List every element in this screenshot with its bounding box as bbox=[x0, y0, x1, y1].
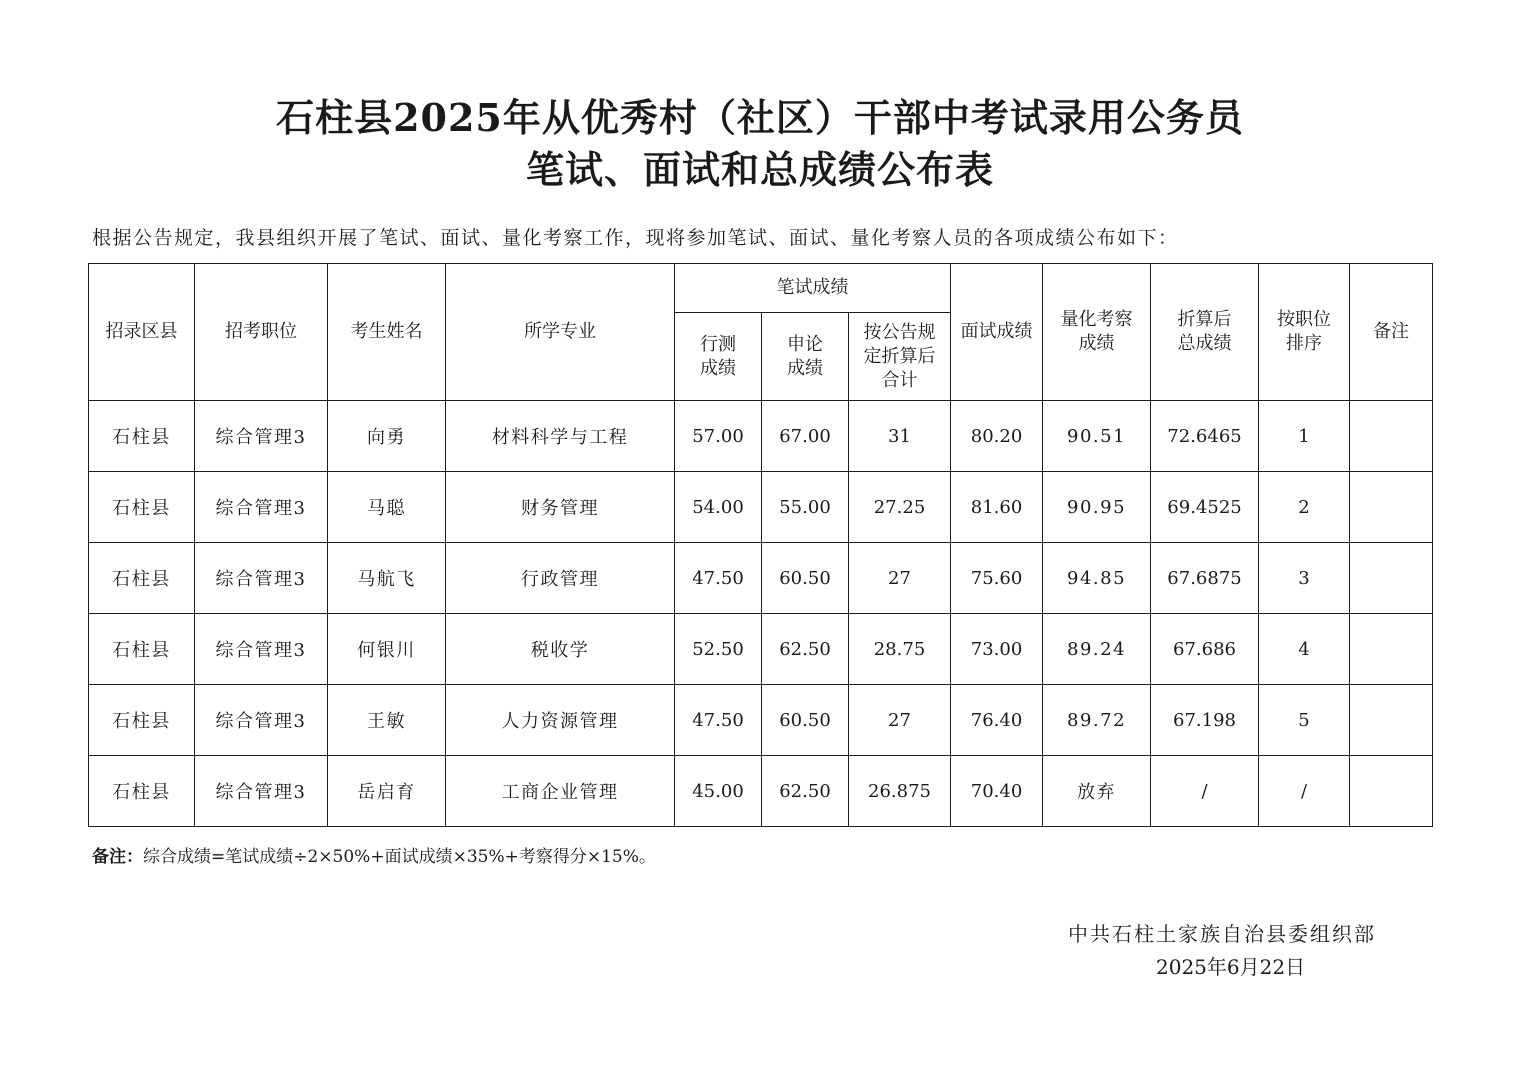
cell-remark bbox=[1350, 401, 1433, 472]
header-remark: 备注 bbox=[1350, 264, 1433, 401]
cell-shenlun: 62.50 bbox=[762, 614, 849, 685]
cell-position: 综合管理3 bbox=[195, 756, 328, 827]
cell-xingce: 54.00 bbox=[675, 472, 762, 543]
cell-name: 何银川 bbox=[328, 614, 446, 685]
cell-name: 王敏 bbox=[328, 685, 446, 756]
footnote bbox=[92, 842, 656, 867]
cell-district: 石柱县 bbox=[89, 685, 195, 756]
header-total: 折算后总成绩 bbox=[1151, 264, 1259, 401]
cell-major: 工商企业管理 bbox=[446, 756, 675, 827]
cell-remark bbox=[1350, 472, 1433, 543]
cell-total: / bbox=[1151, 756, 1259, 827]
cell-position: 综合管理3 bbox=[195, 472, 328, 543]
cell-shenlun: 60.50 bbox=[762, 685, 849, 756]
header-position: 招考职位 bbox=[195, 264, 328, 401]
cell-major: 材料科学与工程 bbox=[446, 401, 675, 472]
table-body bbox=[89, 401, 1433, 827]
table-row bbox=[89, 756, 1433, 827]
table-row bbox=[89, 472, 1433, 543]
cell-written-total: 31 bbox=[849, 401, 951, 472]
cell-remark bbox=[1350, 543, 1433, 614]
cell-position: 综合管理3 bbox=[195, 401, 328, 472]
header-xingce: 行测成绩 bbox=[675, 313, 762, 401]
cell-xingce: 47.50 bbox=[675, 685, 762, 756]
cell-interview: 73.00 bbox=[951, 614, 1043, 685]
header-written-total: 按公告规定折算后合计 bbox=[849, 313, 951, 401]
table-row bbox=[89, 543, 1433, 614]
table-header bbox=[89, 264, 1433, 401]
cell-assessment: 放弃 bbox=[1043, 756, 1151, 827]
cell-assessment: 90.51 bbox=[1043, 401, 1151, 472]
cell-remark bbox=[1350, 756, 1433, 827]
intro-paragraph: 根据公告规定，我县组织开展了笔试、面试、量化考察工作，现将参加笔试、面试、量化考察人员的各项成绩公布如下： bbox=[92, 227, 1179, 249]
cell-district: 石柱县 bbox=[89, 614, 195, 685]
cell-rank: 5 bbox=[1259, 685, 1350, 756]
cell-name: 向勇 bbox=[328, 401, 446, 472]
cell-shenlun: 62.50 bbox=[762, 756, 849, 827]
cell-xingce: 45.00 bbox=[675, 756, 762, 827]
page-title-line2: 笔试、面试和总成绩公布表 bbox=[525, 147, 994, 192]
cell-position: 综合管理3 bbox=[195, 543, 328, 614]
cell-interview: 80.20 bbox=[951, 401, 1043, 472]
cell-name: 马航飞 bbox=[328, 543, 446, 614]
cell-major: 税收学 bbox=[446, 614, 675, 685]
cell-rank: 2 bbox=[1259, 472, 1350, 543]
cell-shenlun: 67.00 bbox=[762, 401, 849, 472]
page-title-line1: 石柱县2025年从优秀村（社区）干部中考试录用公务员 bbox=[276, 95, 1244, 140]
header-major: 所学专业 bbox=[446, 264, 675, 401]
cell-interview: 75.60 bbox=[951, 543, 1043, 614]
cell-total: 67.198 bbox=[1151, 685, 1259, 756]
cell-xingce: 57.00 bbox=[675, 401, 762, 472]
cell-written-total: 27.25 bbox=[849, 472, 951, 543]
table-row bbox=[89, 401, 1433, 472]
cell-assessment: 90.95 bbox=[1043, 472, 1151, 543]
cell-district: 石柱县 bbox=[89, 472, 195, 543]
cell-name: 岳启育 bbox=[328, 756, 446, 827]
cell-xingce: 47.50 bbox=[675, 543, 762, 614]
score-table bbox=[88, 263, 1433, 827]
header-assessment: 量化考察成绩 bbox=[1043, 264, 1151, 401]
footnote-text: 综合成绩=笔试成绩÷2×50%+面试成绩×35%+考察得分×15%。 bbox=[143, 847, 656, 867]
header-shenlun: 申论成绩 bbox=[762, 313, 849, 401]
cell-written-total: 26.875 bbox=[849, 756, 951, 827]
cell-interview: 76.40 bbox=[951, 685, 1043, 756]
cell-interview: 81.60 bbox=[951, 472, 1043, 543]
cell-position: 综合管理3 bbox=[195, 614, 328, 685]
header-district: 招录区县 bbox=[89, 264, 195, 401]
cell-shenlun: 60.50 bbox=[762, 543, 849, 614]
issue-date: 2025年6月22日 bbox=[1156, 955, 1306, 979]
cell-written-total: 27 bbox=[849, 685, 951, 756]
header-name: 考生姓名 bbox=[328, 264, 446, 401]
footnote-label: 备注： bbox=[92, 847, 143, 867]
cell-rank: 3 bbox=[1259, 543, 1350, 614]
table-row bbox=[89, 685, 1433, 756]
cell-written-total: 28.75 bbox=[849, 614, 951, 685]
cell-assessment: 89.72 bbox=[1043, 685, 1151, 756]
cell-rank: 1 bbox=[1259, 401, 1350, 472]
cell-remark bbox=[1350, 614, 1433, 685]
cell-rank: 4 bbox=[1259, 614, 1350, 685]
cell-remark bbox=[1350, 685, 1433, 756]
header-written: 笔试成绩 bbox=[675, 264, 951, 313]
cell-written-total: 27 bbox=[849, 543, 951, 614]
cell-district: 石柱县 bbox=[89, 401, 195, 472]
issuing-organization: 中共石柱土家族自治县委组织部 bbox=[1068, 922, 1376, 946]
cell-district: 石柱县 bbox=[89, 543, 195, 614]
cell-interview: 70.40 bbox=[951, 756, 1043, 827]
cell-district: 石柱县 bbox=[89, 756, 195, 827]
table-row bbox=[89, 614, 1433, 685]
cell-rank: / bbox=[1259, 756, 1350, 827]
cell-total: 67.6875 bbox=[1151, 543, 1259, 614]
cell-position: 综合管理3 bbox=[195, 685, 328, 756]
cell-assessment: 94.85 bbox=[1043, 543, 1151, 614]
cell-total: 72.6465 bbox=[1151, 401, 1259, 472]
header-rank: 按职位排序 bbox=[1259, 264, 1350, 401]
cell-major: 财务管理 bbox=[446, 472, 675, 543]
header-interview: 面试成绩 bbox=[951, 264, 1043, 401]
cell-total: 69.4525 bbox=[1151, 472, 1259, 543]
cell-assessment: 89.24 bbox=[1043, 614, 1151, 685]
cell-xingce: 52.50 bbox=[675, 614, 762, 685]
cell-name: 马聪 bbox=[328, 472, 446, 543]
cell-total: 67.686 bbox=[1151, 614, 1259, 685]
cell-major: 行政管理 bbox=[446, 543, 675, 614]
cell-major: 人力资源管理 bbox=[446, 685, 675, 756]
cell-shenlun: 55.00 bbox=[762, 472, 849, 543]
